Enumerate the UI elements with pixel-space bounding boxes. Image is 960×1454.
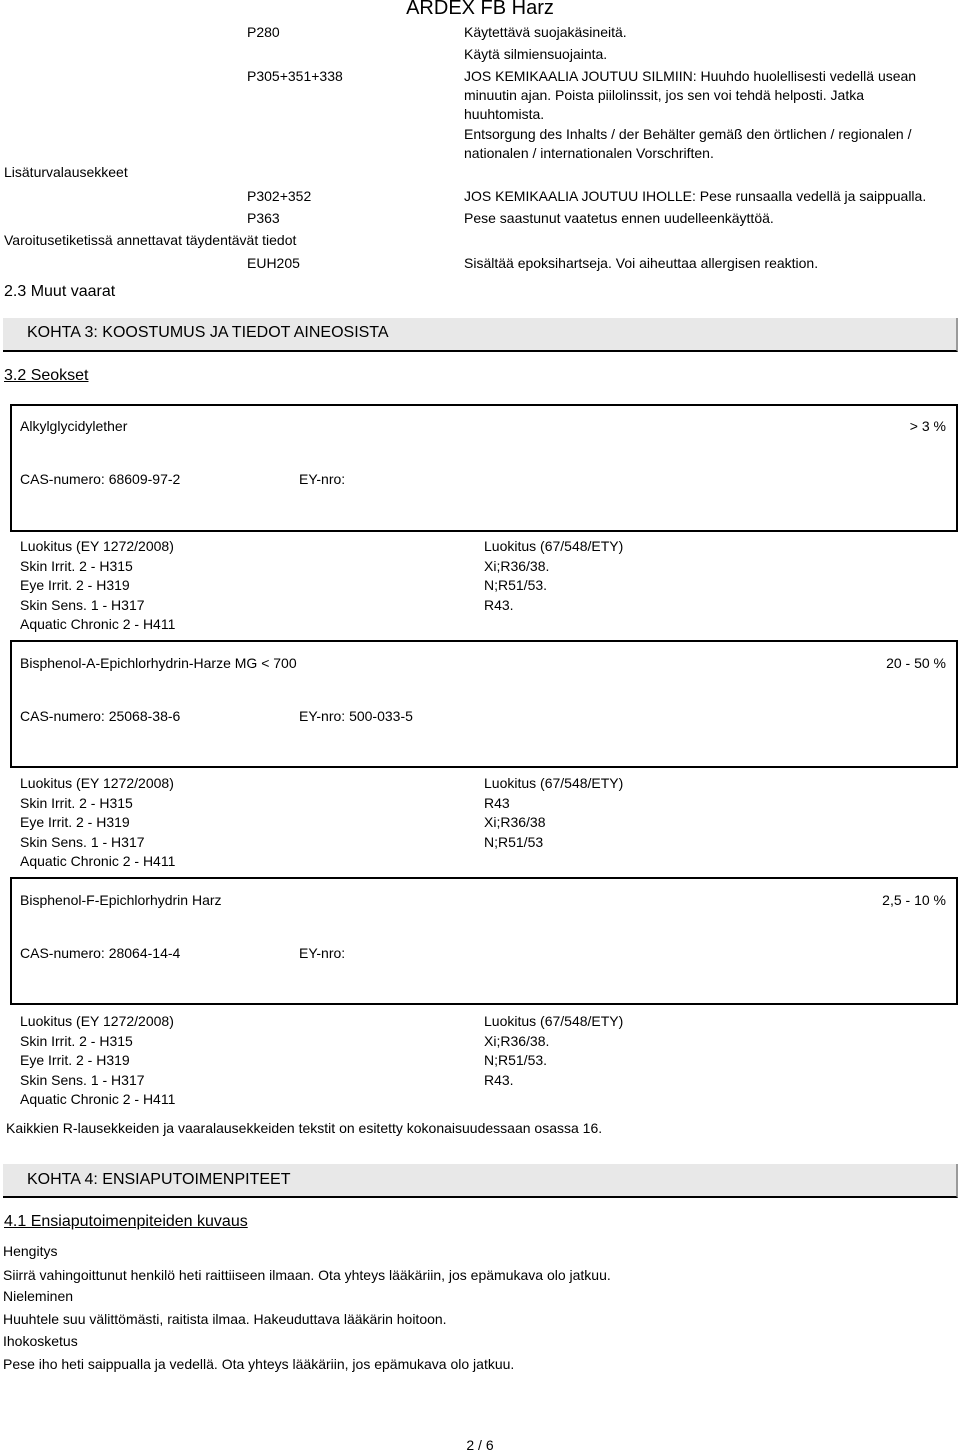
classification-line: Luokitus (EY 1272/2008) — [20, 775, 174, 791]
classification-line: Xi;R36/38. — [484, 1032, 550, 1049]
substance-concentration: > 3 % — [909, 418, 946, 434]
supplementary-info-label: Varoitusetiketissä annettavat täydentävät tiedot — [4, 232, 297, 248]
ec-number: EY-nro: — [299, 945, 346, 961]
statement-text: JOS KEMIKAALIA JOUTUU SILMIIN: Huuhdo huolellisesti vedellä usean — [464, 68, 917, 84]
section-4-heading — [3, 1164, 958, 1198]
section-4-title: KOHTA 4: ENSIAPUTOIMENPITEET — [27, 1171, 291, 1188]
substance-name: Bisphenol-A-Epichlorhydrin-Harze MG < 700 — [20, 655, 297, 671]
cas-number: CAS-numero: 28064-14-4 — [20, 945, 181, 961]
dsd-classification — [484, 537, 623, 615]
section-3-heading — [3, 318, 958, 352]
section-3-subtitle: 3.2 Seokset — [4, 367, 89, 384]
ec-number: EY-nro: 500-033-5 — [299, 708, 413, 724]
classification-line: Skin Sens. 1 - H317 — [20, 833, 145, 850]
statement-text: Entsorgung des Inhalts / der Behälter gemäß den örtlichen / regionalen / — [464, 126, 912, 142]
classification-line: Skin Irrit. 2 - H315 — [20, 794, 133, 811]
dsd-classification — [484, 774, 623, 852]
classification-line: N;R51/53. — [484, 577, 548, 593]
statement-text: minuutin ajan. Poista piilolinssit, jos sen voi tehdä helposti. Jatka — [464, 87, 864, 103]
first-aid-text: Pese iho heti saippualla ja vedellä. Ota yhteys lääkäriin, jos epämukava olo jatkuu. — [3, 1356, 515, 1372]
classification-line: Eye Irrit. 2 - H319 — [20, 577, 130, 593]
statement-text: Sisältää epoksihartseja. Voi aiheuttaa allergisen reaktion. — [464, 255, 819, 271]
classification-line: Xi;R36/38 — [484, 814, 546, 830]
classification-line: Aquatic Chronic 2 - H411 — [20, 616, 176, 632]
supplementary-label: Lisäturvalausekkeet — [4, 164, 128, 180]
clp-classification — [20, 537, 175, 635]
classification-line: N;R51/53 — [484, 833, 544, 850]
first-aid-label: Ihokosketus — [3, 1333, 78, 1349]
substance-concentration: 20 - 50 % — [886, 655, 946, 671]
statement-code: P305+351+338 — [247, 68, 343, 84]
first-aid-label: Hengitys — [3, 1243, 58, 1259]
section-4-subtitle: 4.1 Ensiaputoimenpiteiden kuvaus — [4, 1213, 248, 1230]
substance-concentration: 2,5 - 10 % — [882, 892, 946, 908]
classification-line: Luokitus (67/548/ETY) — [484, 1013, 624, 1029]
statement-text: Pese saastunut vaatetus ennen uudelleenkäyttöä. — [464, 210, 774, 226]
clp-classification — [20, 774, 175, 872]
cas-number: CAS-numero: 68609-97-2 — [20, 471, 181, 487]
clp-classification — [20, 1012, 175, 1110]
classification-line: R43. — [484, 1071, 514, 1088]
classification-line: Luokitus (67/548/ETY) — [484, 538, 624, 554]
classification-line: Luokitus (67/548/ETY) — [484, 775, 624, 791]
statement-text: huuhtomista. — [464, 106, 545, 122]
statement-text: JOS KEMIKAALIA JOUTUU IHOLLE: Pese runsaalla vedellä ja saippualla. — [464, 188, 927, 204]
substance-box — [10, 404, 958, 532]
document-title: ARDEX FB Harz — [406, 0, 554, 19]
classification-line: R43. — [484, 596, 514, 613]
classification-line: Aquatic Chronic 2 - H411 — [20, 853, 176, 869]
statement-text: Käytettävä suojakäsineitä. — [464, 24, 627, 40]
statement-text: Käytä silmiensuojainta. — [464, 46, 608, 62]
classification-line: Aquatic Chronic 2 - H411 — [20, 1091, 176, 1107]
substance-name: Alkylglycidylether — [20, 418, 128, 434]
classification-line: Skin Irrit. 2 - H315 — [20, 1032, 133, 1049]
first-aid-text: Huuhtele suu välittömästi, raitista ilmaa. Hakeuduttava lääkärin hoitoon. — [3, 1311, 447, 1327]
classification-line: Eye Irrit. 2 - H319 — [20, 1052, 130, 1068]
classification-line: Eye Irrit. 2 - H319 — [20, 814, 130, 830]
classification-line: R43 — [484, 794, 510, 811]
cas-number: CAS-numero: 25068-38-6 — [20, 708, 181, 724]
first-aid-label: Nieleminen — [3, 1288, 74, 1304]
dsd-classification — [484, 1012, 623, 1090]
page-number: 2 / 6 — [466, 1437, 494, 1453]
section-3-title: KOHTA 3: KOOSTUMUS JA TIEDOT AINEOSISTA — [27, 324, 389, 341]
classification-line: Luokitus (EY 1272/2008) — [20, 538, 174, 554]
statement-code: EUH205 — [247, 255, 300, 271]
substance-box — [10, 640, 958, 768]
statement-text: nationalen / internationalen Vorschriften. — [464, 145, 714, 161]
statement-code: P280 — [247, 24, 280, 40]
classification-line: Skin Sens. 1 - H317 — [20, 596, 145, 613]
statement-code: P302+352 — [247, 188, 312, 204]
ec-number: EY-nro: — [299, 471, 346, 487]
substance-box — [10, 877, 958, 1005]
r-phrases-note: Kaikkien R-lausekkeiden ja vaaralausekkeiden tekstit on esitetty kokonaisuudessaan osassa 16. — [6, 1120, 603, 1136]
statement-code: P363 — [247, 210, 280, 226]
classification-line: Xi;R36/38. — [484, 557, 550, 574]
other-hazards-heading: 2.3 Muut vaarat — [4, 283, 116, 300]
classification-line: Skin Irrit. 2 - H315 — [20, 557, 133, 574]
first-aid-text: Siirrä vahingoittunut henkilö heti raittiiseen ilmaan. Ota yhteys lääkäriin, jos epämukava olo jatkuu. — [3, 1267, 611, 1283]
classification-line: Luokitus (EY 1272/2008) — [20, 1013, 174, 1029]
classification-line: N;R51/53. — [484, 1052, 548, 1068]
classification-line: Skin Sens. 1 - H317 — [20, 1071, 145, 1088]
substance-name: Bisphenol-F-Epichlorhydrin Harz — [20, 892, 222, 908]
